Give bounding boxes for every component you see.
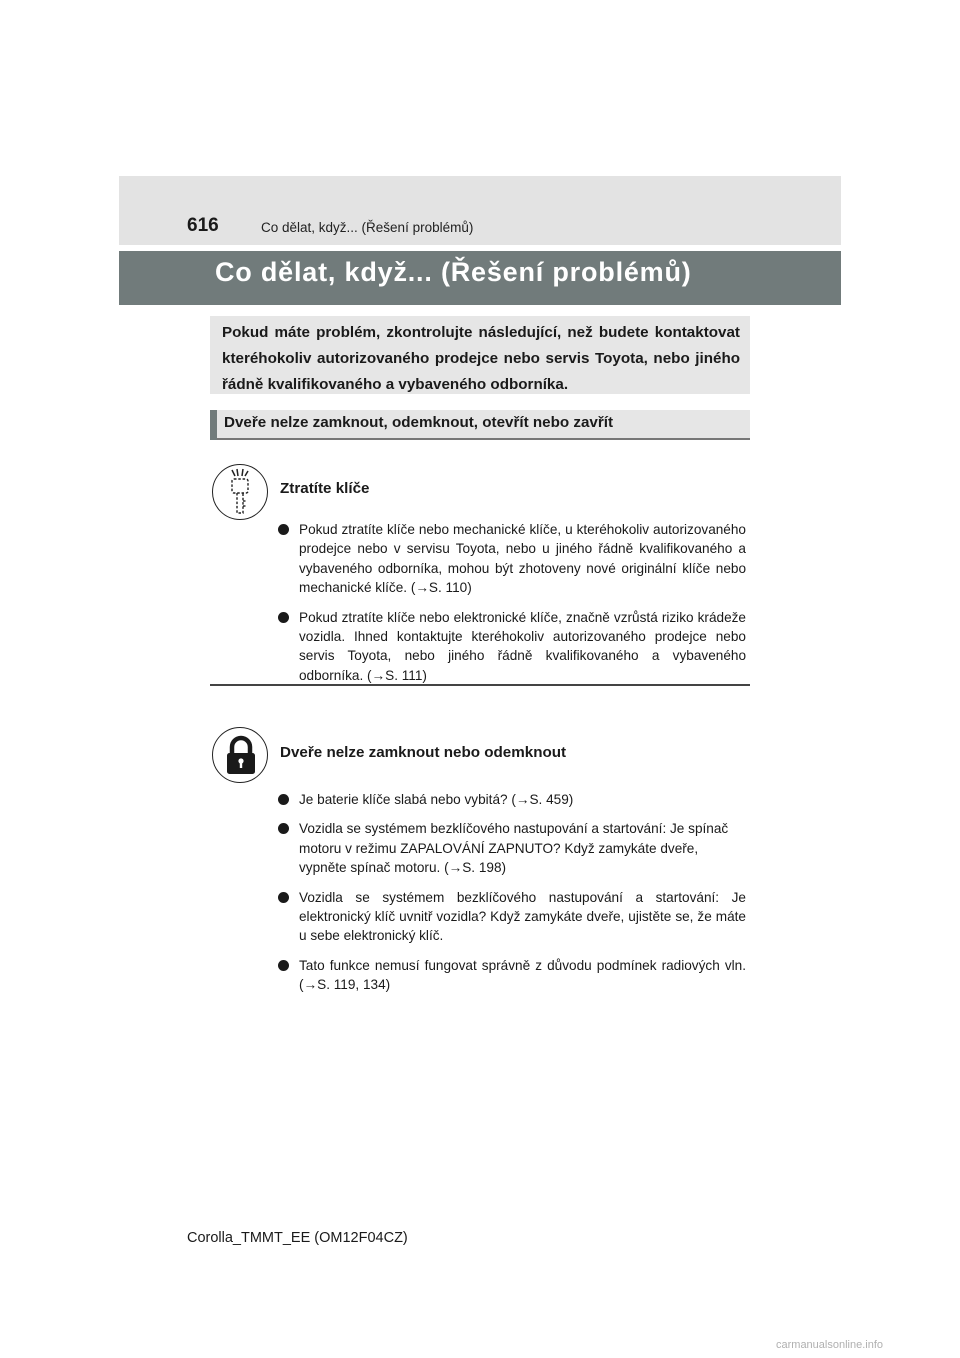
list-item: Pokud ztratíte klíče nebo elektronické klíče, značně vzrůstá riziko krádeže vozidla. Ihned kontaktujte kteréhokoliv autorizovaného prodejce nebo servis Toyota, nebo jiného řádně kvalifikovaného a vybaveného odborníka. (→S. 111) bbox=[278, 608, 746, 686]
footer: Corolla_TMMT_EE (OM12F04CZ) bbox=[187, 1230, 408, 1246]
bullet-list bbox=[278, 790, 746, 1005]
bullet-icon bbox=[278, 823, 289, 834]
list-item: Tato funkce nemusí fungovat správně z důvodu podmínek radiových vln. (→S. 119, 134) bbox=[278, 956, 746, 995]
list-item: Je baterie klíče slabá nebo vybitá? (→S. 459) bbox=[278, 790, 746, 809]
list-item: Vozidla se systémem bezklíčového nastupování a startování: Je spínač motoru v režimu ZAPALOVÁNÍ ZAPNUTO? Když zamykáte dveře, vypněte spínač motoru. (→S. 198) bbox=[278, 819, 746, 877]
bullet-list bbox=[278, 520, 746, 695]
bullet-icon bbox=[278, 892, 289, 903]
running-header: Co dělat, když... (Řešení problémů) bbox=[261, 220, 474, 235]
bullet-icon bbox=[278, 524, 289, 535]
padlock-icon bbox=[212, 727, 268, 783]
bullet-icon bbox=[278, 794, 289, 805]
bullet-icon bbox=[278, 960, 289, 971]
subsection-title: Ztratíte klíče bbox=[280, 480, 370, 497]
bullet-icon bbox=[278, 612, 289, 623]
subsection-title: Dveře nelze zamknout nebo odemknout bbox=[280, 744, 567, 761]
section-heading-accent bbox=[210, 410, 217, 440]
page-number: 616 bbox=[187, 215, 219, 236]
section-heading: Dveře nelze zamknout, odemknout, otevřít nebo zavřít bbox=[224, 414, 614, 431]
list-item: Vozidla se systémem bezklíčového nastupování a startování: Je elektronický klíč uvnitř vozidla? Když zamykáte dveře, ujistěte se, že máte u sebe elektronický klíč. bbox=[278, 888, 746, 946]
section-divider bbox=[210, 684, 750, 686]
header-band bbox=[119, 176, 841, 245]
intro-text: Pokud máte problém, zkontrolujte následující, než budete kontaktovat kteréhokoliv autorizovaného prodejce nebo servis Toyota, nebo jiného řádně kvalifikovaného a vybaveného odborníka. bbox=[222, 324, 740, 393]
list-item: Pokud ztratíte klíče nebo mechanické klíče, u kteréhokoliv autorizovaného prodejce nebo v servisu Toyota, nebo u jiného řádně kvalifikovaného a vybaveného odborníka, mohou být zhotoveny nové originální klíče nebo mechanické klíče. (→S. 110) bbox=[278, 520, 746, 598]
key-icon bbox=[212, 464, 268, 520]
watermark: carmanualsonline.info bbox=[776, 1339, 884, 1351]
page-title: Co dělat, když... (Řešení problémů) bbox=[215, 257, 692, 287]
